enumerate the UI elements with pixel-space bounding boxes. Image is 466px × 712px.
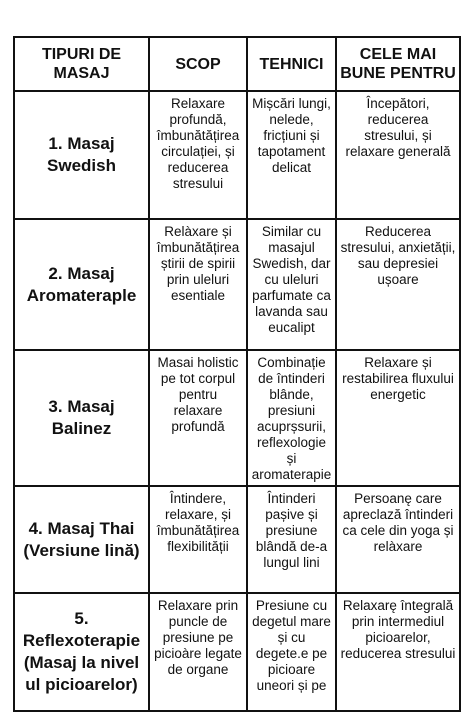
massage-types-table-container [13,36,459,695]
table-row [14,219,460,350]
scope-cell: Relaxare profundă, îmbunătățirea circulației, și reducerea stresului [149,91,247,219]
techniques-cell: Mișcări lungi, nelede, fricțiuni și tapotament delicat [247,91,336,219]
massage-type-cell: 3. Masaj Balinez [14,350,149,486]
techniques-cell: Similar cu masajul Swedish, dar cu uleluri parfumate ca lavanda sau eucalipt [247,219,336,350]
techniques-cell: Presiune cu degetul mare și cu degete.e pe picioare uneori și pe [247,593,336,711]
massage-type-cell: 4. Masaj Thai (Versiune lină) [14,486,149,593]
scope-cell: Masai holistic pe tot corpul pentru relaxare profundă [149,350,247,486]
massage-type-cell: 1. Masaj Swedish [14,91,149,219]
best-for-cell: Începători, reducerea stresului, și relaxare generală [336,91,460,219]
table-row [14,593,460,711]
header-techniques: TEHNICI [247,37,336,91]
header-row [14,37,460,91]
header-best-for: CELE MAI BUNE PENTRU [336,37,460,91]
techniques-cell: Întinderi pașive și presiune blândă de-a lungul lini [247,486,336,593]
massage-types-table [13,36,461,712]
best-for-cell: Persoanę care apreclază întinderi ca cele din yoga și relàxare [336,486,460,593]
massage-type-cell: 5. Reflexoterapie (Masaj la nivel ul picioarelor) [14,593,149,711]
header-type: TIPURI DE MASAJ [14,37,149,91]
best-for-cell: Reducerea stresului, anxietății, sau depresiei ușoare [336,219,460,350]
header-scope: SCOP [149,37,247,91]
table-row [14,350,460,486]
table-row [14,486,460,593]
scope-cell: Relaxare prin puncle de presiune pe picioàre legate de organe [149,593,247,711]
scope-cell: Întindere, relaxare, și îmbunătățirea flexibilității [149,486,247,593]
best-for-cell: Relaxarę întegrală prin intermediul picioarelor, reducerea stresului [336,593,460,711]
best-for-cell: Relaxare și restabilirea fluxului energetic [336,350,460,486]
massage-type-cell: 2. Masaj Aromateraple [14,219,149,350]
techniques-cell: Combinație de întinderi blânde, presiuni acuprșsurii, reflexologie și aromaterapie [247,350,336,486]
table-row [14,91,460,219]
scope-cell: Relàxare și îmbunătățirea știrii de spirii prin uleluri esentiale [149,219,247,350]
